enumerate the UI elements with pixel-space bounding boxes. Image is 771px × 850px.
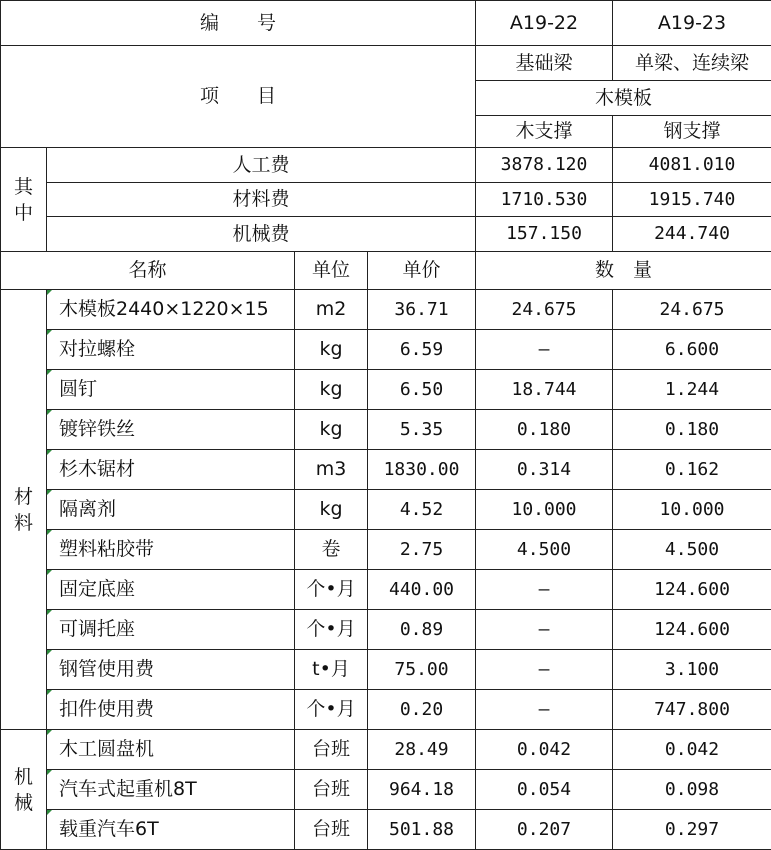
item-name: 木模板2440×1220×15 [47, 290, 295, 330]
cost-label: 材料费 [47, 183, 476, 217]
table-row [1, 570, 771, 610]
item-label: 项 目 [1, 46, 476, 148]
item-price: 964.18 [368, 770, 476, 810]
table-row [1, 530, 771, 570]
item-quantity-a19-23: 124.600 [613, 570, 771, 610]
material-group-char-1: 材 [1, 484, 46, 510]
code-a19-23: A19-23 [613, 1, 771, 46]
item-quantity-a19-22: 18.744 [476, 370, 613, 410]
cost-row [1, 183, 771, 217]
item-name: 扣件使用费 [47, 690, 295, 730]
item-quantity-a19-22: 10.000 [476, 490, 613, 530]
item-quantity-a19-22: 0.207 [476, 810, 613, 850]
item-quantity-a19-22: — [476, 330, 613, 370]
table-row [1, 370, 771, 410]
cost-value: 1710.530 [476, 183, 613, 217]
item-name: 可调托座 [47, 610, 295, 650]
table-row [1, 650, 771, 690]
item-name: 木工圆盘机 [47, 730, 295, 770]
item-unit: kg [295, 490, 368, 530]
item-name: 杉木锯材 [47, 450, 295, 490]
item-quantity-a19-23: 747.800 [613, 690, 771, 730]
item-quantity-a19-22: — [476, 690, 613, 730]
item-quantity-a19-23: 10.000 [613, 490, 771, 530]
item-unit: 台班 [295, 770, 368, 810]
item-quantity-a19-23: 4.500 [613, 530, 771, 570]
item-unit: 台班 [295, 730, 368, 770]
table-row [1, 290, 771, 330]
item-quantity-a19-22: 0.042 [476, 730, 613, 770]
item-unit: 个•月 [295, 610, 368, 650]
item-unit: 卷 [295, 530, 368, 570]
machinery-group-char-1: 机 [1, 764, 46, 790]
cost-value: 1915.740 [613, 183, 771, 217]
item-name: 钢管使用费 [47, 650, 295, 690]
item-name: 隔离剂 [47, 490, 295, 530]
cost-group-label [1, 148, 47, 252]
item-unit: kg [295, 370, 368, 410]
column-header-unit: 单位 [295, 252, 368, 290]
machinery-group-char-2: 械 [1, 790, 46, 816]
cost-group-char-2: 中 [1, 200, 46, 226]
code-row [1, 1, 771, 46]
item-quantity-a19-23: 0.098 [613, 770, 771, 810]
cost-row [1, 217, 771, 252]
item-unit: kg [295, 410, 368, 450]
item-name: 塑料粘胶带 [47, 530, 295, 570]
table-row [1, 450, 771, 490]
code-label: 编 号 [1, 1, 476, 46]
item-quantity-a19-23: 0.180 [613, 410, 771, 450]
table-row [1, 810, 771, 850]
item-price: 5.35 [368, 410, 476, 450]
item-price: 36.71 [368, 290, 476, 330]
table-row [1, 610, 771, 650]
item-quantity-a19-23: 0.042 [613, 730, 771, 770]
item-quantity-a19-22: 0.180 [476, 410, 613, 450]
machinery-group-label [1, 730, 47, 850]
item-price: 440.00 [368, 570, 476, 610]
table-row [1, 330, 771, 370]
item-quantity-a19-23: 1.244 [613, 370, 771, 410]
item-price: 6.59 [368, 330, 476, 370]
item-unit: m3 [295, 450, 368, 490]
item-quantity-a19-23: 3.100 [613, 650, 771, 690]
cost-label: 人工费 [47, 148, 476, 183]
column-header-name: 名称 [1, 252, 295, 290]
item-unit: m2 [295, 290, 368, 330]
item-unit: 个•月 [295, 690, 368, 730]
material-group-char-2: 料 [1, 510, 46, 536]
item-price: 4.52 [368, 490, 476, 530]
item-price: 501.88 [368, 810, 476, 850]
code-a19-22: A19-22 [476, 1, 613, 46]
item-unit: t•月 [295, 650, 368, 690]
item-price: 6.50 [368, 370, 476, 410]
item-price: 28.49 [368, 730, 476, 770]
item-quantity-a19-23: 6.600 [613, 330, 771, 370]
item-quantity-a19-23: 0.297 [613, 810, 771, 850]
item-price: 1830.00 [368, 450, 476, 490]
table-row [1, 410, 771, 450]
item-unit: 个•月 [295, 570, 368, 610]
formwork-label: 木模板 [476, 81, 771, 116]
column-header-row [1, 252, 771, 290]
material-group-label [1, 290, 47, 730]
table-row [1, 690, 771, 730]
item-quantity-a19-22: — [476, 650, 613, 690]
item-quantity-a19-23: 0.162 [613, 450, 771, 490]
support-wood: 木支撑 [476, 116, 613, 148]
item-quantity-a19-23: 124.600 [613, 610, 771, 650]
item-price: 0.20 [368, 690, 476, 730]
item-price: 2.75 [368, 530, 476, 570]
beam-type-continuous: 单梁、连续梁 [613, 46, 771, 81]
cost-group-char-1: 其 [1, 174, 46, 200]
item-quantity-a19-22: 4.500 [476, 530, 613, 570]
cost-row [1, 148, 771, 183]
item-quantity-a19-23: 24.675 [613, 290, 771, 330]
beam-type-row [1, 46, 771, 81]
item-price: 75.00 [368, 650, 476, 690]
item-quantity-a19-22: 0.314 [476, 450, 613, 490]
item-quantity-a19-22: — [476, 610, 613, 650]
item-name: 汽车式起重机8T [47, 770, 295, 810]
table-row [1, 490, 771, 530]
item-quantity-a19-22: 0.054 [476, 770, 613, 810]
item-quantity-a19-22: 24.675 [476, 290, 613, 330]
table-row [1, 730, 771, 770]
item-unit: kg [295, 330, 368, 370]
item-name: 圆钉 [47, 370, 295, 410]
cost-value: 157.150 [476, 217, 613, 252]
table-row [1, 770, 771, 810]
item-quantity-a19-22: — [476, 570, 613, 610]
item-name: 固定底座 [47, 570, 295, 610]
cost-value: 244.740 [613, 217, 771, 252]
beam-type-foundation: 基础梁 [476, 46, 613, 81]
item-name: 载重汽车6T [47, 810, 295, 850]
support-steel: 钢支撑 [613, 116, 771, 148]
item-name: 对拉螺栓 [47, 330, 295, 370]
item-name: 镀锌铁丝 [47, 410, 295, 450]
item-unit: 台班 [295, 810, 368, 850]
column-header-price: 单价 [368, 252, 476, 290]
column-header-quantity: 数 量 [476, 252, 771, 290]
cost-label: 机械费 [47, 217, 476, 252]
cost-value: 3878.120 [476, 148, 613, 183]
item-price: 0.89 [368, 610, 476, 650]
cost-value: 4081.010 [613, 148, 771, 183]
